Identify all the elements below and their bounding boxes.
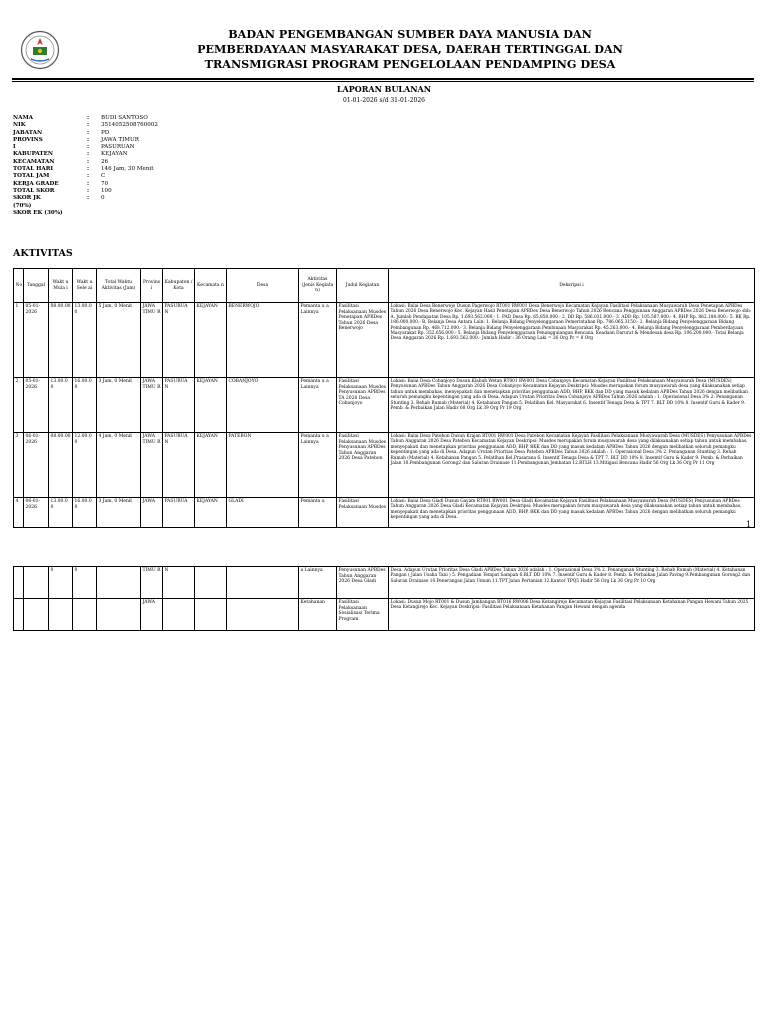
cell-title: Fasilitasi Pelaksanaan Musdes — [337, 498, 389, 528]
identity-key: TOTAL JAM — [13, 173, 50, 180]
identity-colon: : — [87, 195, 90, 202]
identity-value: KEJAYAN — [101, 151, 128, 158]
cell-end: 16.00.0 0 — [73, 378, 97, 433]
cell-date — [24, 599, 49, 631]
column-header: Provins i — [141, 269, 163, 303]
ministry-logo — [20, 30, 60, 70]
cell-end: 16.00.0 0 — [73, 498, 97, 528]
identity-row — [13, 210, 158, 217]
identity-row — [13, 130, 158, 137]
activity-table-continued — [13, 566, 755, 631]
identity-colon — [87, 210, 101, 217]
cell-description: Lokasi: Balai Desa Benerwojo Dusun Pagerwojo RT001 RW001 Desa Benerwojo Kecamatan Kejayan Fasilitasi Pelaksanaan Musyawarah Desa Penetapan APBDes Tahun 2026 Desa Benerwojo Kec. Kejayan Hasil Penetapan APBDes Desa Benerwojo Tahun 2026 Rencana Penggunaan Anggaran APBDes 2026 Desa Benerwojo sbb: A. Jumlah Pendapatan Desa Rp. 1.693.562.000.- 1. PAD Desa Rp. 65.850.000.- 2. DD Rp. 586.031.000.- 3. ADD Rp. 105.587.000.- 4. BHP Rp. 862.184.000.- 5. BK Rp. 186.000.000.- B. Belanja Desa Antara Lain: 1. Belanja Bidang Penyelenggaraan Pemerintahan Rp. 786.065.3150.- 2. Belanja Bidang Penyelenggaraan Bidang Pembangunan Rp. 468.712.000.- 3. Belanja Bidang Penyelenggaraan Pembinaan Masyarakat Rp. 45.263.000.- 4. Belanja Bidang Penyelenggaraan Pemberdayaan Masyarakat Rp. 352.656.000.- 5. Belanja Bidang Penyelenggaraan Penanggulangan Bencana, Keadaan Darurat & Mendesak desa Rp. 106.200.000.- Total Belanja Desa Anggaran 2026 Rp. 1.693.562.000.- Jumlah Hadir : 36 Orang Laki = 26 Org Pr = 8 Org — [389, 303, 755, 378]
identity-row — [13, 137, 158, 144]
identity-row — [13, 195, 158, 202]
identity-value: PASURUAN — [101, 144, 135, 151]
identity-row — [13, 173, 158, 180]
cell-regency: PASURUA — [163, 498, 195, 528]
cell-no: 2 — [14, 378, 24, 433]
identity-colon: : — [87, 115, 90, 121]
cell-total: 4 Jam, 0 Menit — [97, 433, 141, 498]
cell-start: 13.00.0 0 — [49, 498, 73, 528]
identity-row — [13, 188, 158, 195]
identity-key: PROVINS — [13, 136, 43, 143]
identity-row — [13, 151, 158, 158]
cell-description: Lokasi: Balai Desa Gladi Dusun Gayam RT001 RW001 Desa Gladi Kecamatan Kejayan Fasilitasi Pelaksanaan Musyawarah Desa (MUSDES) Penyusunan APBDes Tahun Anggaran 2026 Desa Gladi Kecamatan Kejayan Deskripsi: Musdes merupakan forum musyawarah desa yang dilaksanakan setiap tahun untuk membahas, menyepakati dan menetapkan prioritas penggunaan ADD, BHP, BKK dan DD yang masuk kedalam APBDes Tahun 2026 dengan melibatkan seluruh pemangku kepentingan yang ada di Desa. — [389, 498, 755, 528]
cell-date: 06-01-2026 — [24, 498, 49, 528]
cell-activity: a Lainnya — [299, 567, 337, 599]
identity-key: SKOR EK (30%) — [13, 209, 63, 216]
column-header: Kecamata n — [195, 269, 227, 303]
cell-activity: Pemanta u a Lainnya — [299, 378, 337, 433]
identity-colon: : — [87, 173, 90, 180]
column-header: Kabupaten / Kota — [163, 269, 195, 303]
identity-value: 0 — [101, 195, 105, 202]
cell-date: 06-01-2026 — [24, 433, 49, 498]
cell-village — [227, 599, 299, 631]
cell-start: 08.00.00 — [49, 433, 73, 498]
cell-total: 3 Jam, 0 Menit — [97, 498, 141, 528]
identity-key: SKOR JK — [13, 195, 41, 202]
identity-value: BUDI SANTOSO — [101, 115, 148, 121]
identity-key: TOTAL SKOR — [13, 187, 55, 194]
cell-no: 4 — [14, 498, 24, 528]
cell-regency — [163, 599, 195, 631]
cell-district: KEJAYAN — [195, 303, 227, 378]
cell-activity: Ketahanan — [299, 599, 337, 631]
activity-table — [13, 268, 755, 528]
identity-row — [13, 166, 158, 173]
cell-province: JAWA — [141, 599, 163, 631]
column-header: Total Waktu Aktivitas (Jam) — [97, 269, 141, 303]
identity-colon — [87, 203, 101, 210]
identity-key: (70%) — [13, 202, 32, 209]
identity-key: KERJA GRADE — [13, 180, 59, 187]
cell-start: 13.00.0 0 — [49, 378, 73, 433]
cell-total: 5 Jam, 0 Menit — [97, 303, 141, 378]
column-header: Wakt u Sele ai — [73, 269, 97, 303]
cell-total — [97, 599, 141, 631]
cell-end: 0 — [73, 567, 97, 599]
cell-province: JAWA TIMU R — [141, 303, 163, 378]
cell-end: 12.00.0 0 — [73, 433, 97, 498]
cell-date: 05-01-2026 — [24, 378, 49, 433]
cell-title: Fasilitasi Pelaksanaan Musdes Penyusunan APBDes TA 2026 Desa Cobanjoyo — [337, 378, 389, 433]
cell-no — [14, 599, 24, 631]
cell-description: Lokasi: Balai Desa Patebon Dusun Krajan RT001 RW001 Desa Patebon Kecamatan Kejayan Fasilitasi Pelaksanaan Musyawarah Desa (MUSDES) Penyusunan APBDes Tahun Anggaran 2026 Desa Patebon Kecamatan Kejayan Deskripsi: Musdes merupakan forum musyawarah desa yang dilaksanakan setiap tahun untuk membahas, menyepakati dan menetapkan prioritas penggunaan ADD, BHP, BKK dan DD yang masuk kedalam APBDes Tahun 2026 dengan melibatkan seluruh pemangku kepentingan yang ada di Desa. Adapun Urutan Prioritas Desa Patebon APBDes Tahun 2026 adalah : 1. Operasional Desa 3% 2. Penanganan Stunting 3. Rehab Rumah (Material) 4. Ketahanan Pangan 5. Pelatihan Kel.Prasarana 6. Insentif Tenaga Desa & TPT 7. BLT DD 10% 8. Insentif Guru & Kader 9. Pemb. & Perbaikan Jalan 10.Pembangunan Gorong2 dan Saluran Drainase 11.Pembangunan Jembatan 12.RTLH 13.Mitigasi Bencana Hadir 56 Org Lk 36 Org Pr 11 Org — [389, 433, 755, 498]
cell-district: KEJAYAN — [195, 433, 227, 498]
cell-district: KEJAYAN — [195, 498, 227, 528]
identity-key: I — [13, 144, 16, 151]
cell-village: PATEBON — [227, 433, 299, 498]
report-title: LAPORAN BULANAN — [336, 84, 432, 94]
report-period: 01-01-2026 s/d 31-01-2026 — [343, 97, 425, 104]
identity-value: C — [101, 173, 106, 180]
cell-regency: PASURUA N — [163, 303, 195, 378]
column-header: Deksripsi i — [389, 269, 755, 303]
identity-value: 3514052508760002 — [101, 122, 158, 129]
cell-activity: Pemanta u — [299, 498, 337, 528]
agency-title: BADAN PENGEMBANGAN SUMBER DAYA MANUSIA DAN PEMBERDAYAAN MASYARAKAT DESA, DAERAH TERTINGGAL DAN TRANSMIGRASI PROGRAM PENGELOLAAN PENDAMPING DESA — [197, 27, 623, 71]
cell-end — [73, 599, 97, 631]
identity-key: TOTAL HARI — [13, 166, 54, 173]
cell-regency: PASURUA N — [163, 378, 195, 433]
cell-province: JAWA TIMU R — [141, 433, 163, 498]
header-rule — [12, 78, 754, 80]
cell-title: Penyusunan APBDes Tahun Anggaran 2026 Desa Gladi — [337, 567, 389, 599]
table-row — [14, 498, 755, 528]
identity-row — [13, 203, 158, 210]
identity-row — [13, 115, 158, 122]
identity-row — [13, 144, 158, 151]
cell-activity: Pemanta u a Lainnya — [299, 303, 337, 378]
column-header: Aktivitas (Jenis Kegiata n) — [299, 269, 337, 303]
cell-title: Fasilitasi Pelaksanaan Sosialisasi Terima Program — [337, 599, 389, 631]
column-header: Judul Kegiatan — [337, 269, 389, 303]
identity-key: NAMA — [13, 115, 33, 121]
cell-village — [227, 567, 299, 599]
cell-province: TIMU R — [141, 567, 163, 599]
column-header: No — [14, 269, 24, 303]
identity-key: JABATAN — [13, 129, 43, 136]
cell-no: 3 — [14, 433, 24, 498]
cell-district: KEJAYAN — [195, 378, 227, 433]
table-row — [14, 303, 755, 378]
identity-value: 100 — [101, 187, 112, 194]
column-header: Wakt u Mula i — [49, 269, 73, 303]
cell-total — [97, 567, 141, 599]
identity-row — [13, 181, 158, 188]
identity-colon: : — [87, 122, 90, 129]
identity-value: 70 — [101, 180, 109, 187]
identity-row — [13, 122, 158, 129]
identity-colon: : — [87, 187, 90, 194]
cell-date: 05-01-2026 — [24, 303, 49, 378]
identity-colon: : — [87, 136, 90, 143]
page-number: 1 — [746, 520, 752, 529]
cell-village: BENERWOJO — [227, 303, 299, 378]
identity-colon: : — [87, 144, 90, 151]
identity-key: KECAMATAN — [13, 158, 55, 165]
identity-colon: : — [87, 151, 90, 158]
section-title: AKTIVITAS — [13, 248, 73, 259]
identity-block — [13, 115, 158, 217]
table-row — [14, 433, 755, 498]
cell-end: 13.00.0 0 — [73, 303, 97, 378]
cell-title: Fasilitasi Pelaksanaan Musdes Penyusunan APBDes Tahun Anggaran 2026 Desa Patebon — [337, 433, 389, 498]
cell-district — [195, 567, 227, 599]
cell-no: 1 — [14, 303, 24, 378]
cell-province: JAWA TIMU R — [141, 378, 163, 433]
identity-colon: : — [87, 180, 90, 187]
table-row — [14, 567, 755, 599]
cell-province: JAWA — [141, 498, 163, 528]
identity-value: JAWA TIMUR — [101, 136, 139, 143]
identity-row — [13, 159, 158, 166]
cell-start — [49, 599, 73, 631]
table-row — [14, 599, 755, 631]
cell-description: Lokasi: Dusun Mojo RT001 & Dusun Jambangan RT016 RW006 Desa Ketangirejo Kecamatan Kejayan Fasilitasi Pelaksanaan Ketahanan Pangan Hewani Tahun 2025 Desa Ketangirejo Kec. Kejayan Deskripsi: Fasilitasi Pelaksanaan Ketahanan Pangan Hewani dengan agenda — [389, 599, 755, 631]
cell-no — [14, 567, 24, 599]
identity-value: PD — [101, 129, 110, 136]
cell-start: 08.00.00 — [49, 303, 73, 378]
identity-value: 26 — [101, 158, 109, 165]
cell-title: Fasilitasi Pelaksanaan Musdes Penetapan APBDes Tahun 2026 Desa Benerwojo — [337, 303, 389, 378]
cell-date — [24, 567, 49, 599]
cell-village: COBANJOYO — [227, 378, 299, 433]
cell-description: Desa. Adapun Urutan Prioritas Desa Gladi APBDes Tahun 2026 adalah : 1. Operasional Desa 3% 2. Penanganan Stunting 3. Rehab Rumah (Material) 4. Ketahanan Pangan ( Jalan Usaha Tani ) 5. Pengadaan Tempat Sampah 6.BLT DD 10% 7. Insentif Guru & Kader 8. Pemb. & Perbaikan Jalan Paving 9.Pembangunan Gorong2 dan Saluran Drainase 10.Penerangan Jalan Umum 11.TPT Jalan Pertanian 12.Kantor TPQ5 Hadir 56 Org Lk 36 Org Pr 10 Org — [389, 567, 755, 599]
column-header: Desa — [227, 269, 299, 303]
identity-value: 146 Jam, 30 Menit — [101, 166, 154, 173]
cell-activity: Pemanta u a Lainnya — [299, 433, 337, 498]
header-rule-thin — [12, 81, 754, 82]
cell-district — [195, 599, 227, 631]
cell-start: 0 — [49, 567, 73, 599]
column-header: Tanggal — [24, 269, 49, 303]
identity-key: KABUPATEN — [13, 151, 53, 158]
identity-colon: : — [87, 166, 90, 173]
cell-description: Lokasi: Balai Desa Cobanjoyo Dusun Klabuh Wetan RT001 RW001 Desa Cobanjoyo Kecamatan Kejayan Fasilitasi Pelaksanaan Musyawarah Desa (MUSDES) Penyusunan APBDes Tahun Anggaran 2026 Desa Cobanjoyo Kecamatan Kejayan Deskripsi: Musdes merupakan forum musyawarah desa yang dilaksanakan setiap tahun untuk membahas, menyepakati dan menetapkan prioritas penggunaan ADD, BHP, BKK dan DD yang masuk kedalam APBDes Tahun 2026 dengan melibatkan seluruh pemangku kepentingan yang ada di Desa. Adapun Urutan Prioritas Desa Cobanjoyo APBDes Tahun 2026 adalah : 1. Operasional Desa 3% 2. Penanganan Stunting 3. Rehab Rumah (Material) 4. Ketahanan Pangan 5. Pelatihan Kel. Masyarakat 6. Insentif Tenaga Desa & TPT 7. BLT DD 10% 8. Insentif Guru & Kader 9. Pemb. & Perbaikan Jalan Hadir 68 Org Lk 39 Org Pr 19 Org — [389, 378, 755, 433]
cell-village: GLADI — [227, 498, 299, 528]
identity-colon: : — [87, 129, 90, 136]
cell-total: 3 Jam, 0 Menit — [97, 378, 141, 433]
identity-key: NIK — [13, 122, 26, 129]
cell-regency: N — [163, 567, 195, 599]
table-row — [14, 378, 755, 433]
cell-regency: PASURUA N — [163, 433, 195, 498]
identity-colon: : — [87, 158, 90, 165]
